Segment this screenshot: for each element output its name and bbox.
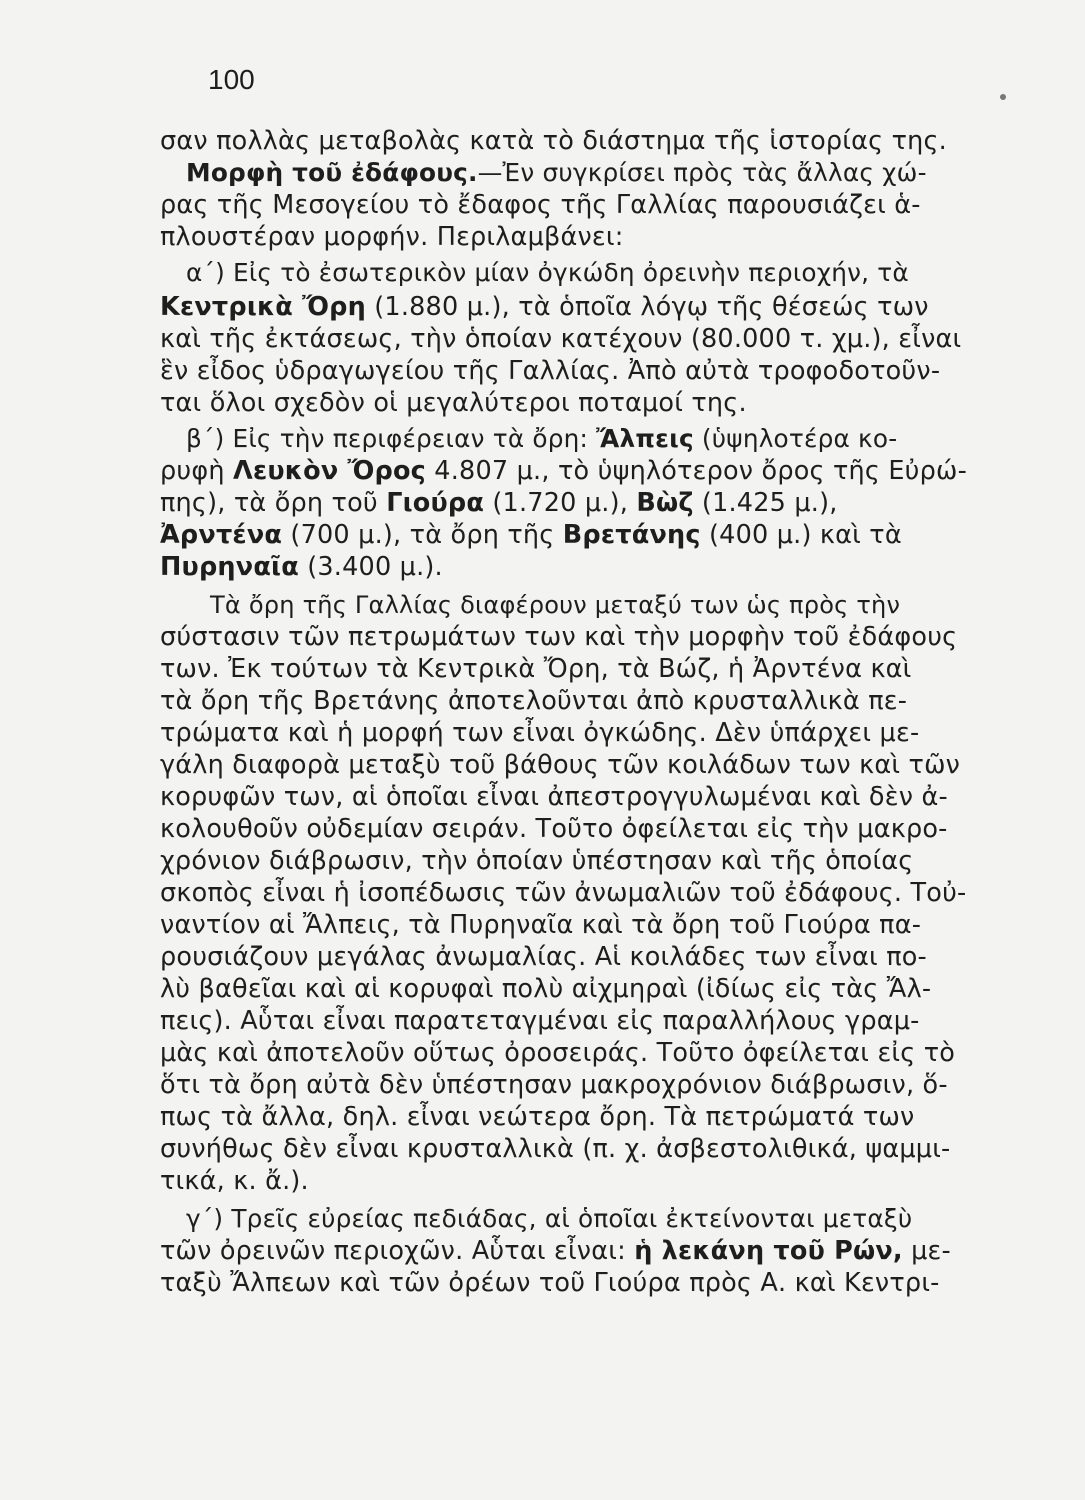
text-line (160, 1101, 1020, 1133)
text-line (160, 257, 1046, 289)
text-line (160, 845, 1020, 877)
text-run: (ὑψηλοτέρα κο- (693, 424, 898, 453)
text-line (160, 749, 1020, 781)
text-line (160, 125, 1020, 157)
text-line (160, 1203, 1046, 1235)
text-run: σαν πολλὰς μεταβολὰς κατὰ τὸ διάστημα τῆς ἱστορίας της. (160, 126, 947, 156)
text-run: —Ἐν συγκρίσει πρὸς τὰς ἄλλας χώ- (477, 158, 927, 187)
text-line (160, 1069, 1020, 1101)
text-run: των. Ἐκ τούτων τὰ Κεντρικὰ Ὄρη, τὰ Βώζ, ἡ Ἀρντένα καὶ (160, 654, 912, 684)
text-run: ται ὅλοι σχεδὸν οἱ μεγαλύτεροι ποταμοί της. (160, 388, 747, 418)
text-run: λὺ βαθεῖαι καὶ αἱ κορυφαὶ πολὺ αἰχμηραὶ (ἰδίως εἰς τὰς Ἄλ- (160, 974, 932, 1004)
text-line (160, 291, 1020, 323)
text-run: με- (902, 1236, 951, 1266)
text-run: πης), τὰ ὄρη τοῦ (160, 488, 387, 518)
text-line (160, 781, 1020, 813)
bold-term: Λευκὸν Ὄρος (233, 456, 426, 486)
text-line (160, 1165, 1020, 1197)
text-line (160, 653, 1020, 685)
text-run: τὰ ὄρη τῆς Βρετάνης ἀποτελοῦνται ἀπὸ κρυσταλλικὰ πε- (160, 686, 908, 716)
bold-term: Βὼζ (636, 488, 694, 518)
text-line (160, 1037, 1020, 1069)
text-line (160, 519, 1020, 551)
text-line (160, 813, 1020, 845)
text-run: μὰς καὶ ἀποτελοῦν οὕτως ὀροσειράς. Τοῦτο ὀφείλεται εἰς τὸ (160, 1038, 956, 1068)
text-run: πως τὰ ἄλλα, δηλ. εἶναι νεώτερα ὄρη. Τὰ πετρώματά των (160, 1102, 915, 1132)
bold-term: Κεντρικὰ Ὄρη (160, 292, 366, 322)
text-line (160, 717, 1020, 749)
text-line (160, 685, 1020, 717)
text-run: πλουστέραν μορφήν. Περιλαμβάνει: (160, 222, 624, 252)
text-run: καὶ τῆς ἐκτάσεως, τὴν ὁποίαν κατέχουν (80.000 τ. χμ.), εἶναι (160, 324, 962, 354)
text-run: Τὰ ὄρη τῆς Γαλλίας διαφέρουν μεταξύ των ὡς πρὸς τὴν (210, 591, 901, 619)
text-run: κορυφῶν των, αἱ ὁποῖαι εἶναι ἀπεστρογγυλωμέναι καὶ δὲν ἀ- (160, 782, 948, 812)
text-line (160, 973, 1020, 1005)
text-line (160, 323, 1020, 355)
text-run: (1.425 μ.), (693, 488, 838, 518)
ink-speck (1000, 94, 1006, 100)
text-line (160, 1005, 1020, 1037)
bold-term: Ἀρντένα (160, 520, 283, 550)
text-run: (400 μ.) καὶ τὰ (700, 520, 902, 550)
text-run: γάλη διαφορὰ μεταξὺ τοῦ βάθους τῶν κοιλάδων των καὶ τῶν (160, 750, 961, 780)
text-run: χρόνιον διάβρωσιν, τὴν ὁποίαν ὑπέστησαν καὶ τῆς ὁποίας (160, 846, 914, 876)
text-run: πεις). Αὗται εἶναι παρατεταγμέναι εἰς παραλλήλους γραμ- (160, 1006, 920, 1036)
text-line (160, 455, 1020, 487)
text-line (160, 589, 1070, 621)
text-run: (1.880 μ.), τὰ ὁποῖα λόγῳ τῆς θέσεώς των (365, 292, 929, 322)
text-line (160, 387, 1020, 419)
text-run: β΄) Εἰς τὴν περιφέρειαν τὰ ὄρη: (186, 424, 597, 453)
text-run: ρουσιάζουν μεγάλας ἀνωμαλίας. Αἱ κοιλάδες των εἶναι πο- (160, 942, 927, 972)
text-line (160, 1133, 1020, 1165)
text-line (160, 423, 1046, 455)
text-run: ναντίον αἱ Ἄλπεις, τὰ Πυρηναῖα καὶ τὰ ὄρη τοῦ Γιούρα πα- (160, 910, 922, 940)
text-run: 4.807 μ., τὸ ὑψηλότερον ὄρος τῆς Εὐρώ- (426, 456, 967, 486)
text-line (160, 1235, 1020, 1267)
text-run: σκοπὸς εἶναι ἡ ἰσοπέδωσις τῶν ἀνωμαλιῶν τοῦ ἐδάφους. Τοὐ- (160, 878, 967, 908)
bold-term: Γιούρα (386, 488, 485, 518)
text-run: ρυφὴ (160, 456, 234, 486)
text-run: ταξὺ Ἄλπεων καὶ τῶν ὀρέων τοῦ Γιούρα πρὸς Α. καὶ Κεντρι- (160, 1268, 940, 1298)
text-run: συνήθως δὲν εἶναι κρυσταλλικὰ (π. χ. ἀσβεστολιθικά, ψαμμι- (160, 1134, 951, 1164)
text-run: τικά, κ. ἄ.). (160, 1166, 309, 1196)
text-line (160, 221, 1020, 253)
text-run: ρας τῆς Μεσογείου τὸ ἔδαφος τῆς Γαλλίας παρουσιάζει ἁ- (160, 190, 921, 220)
text-line (160, 909, 1020, 941)
text-run: σύστασιν τῶν πετρωμάτων των καὶ τὴν μορφὴν τοῦ ἐδάφους (160, 622, 958, 652)
text-run: ἓν εἶδος ὑδραγωγείου τῆς Γαλλίας. Ἀπὸ αὐτὰ τροφοδοτοῦν- (160, 356, 941, 386)
text-run: (3.400 μ.). (298, 552, 443, 582)
text-line (160, 355, 1020, 387)
text-run: γ΄) Τρεῖς εὐρείας πεδιάδας, αἱ ὁποῖαι ἐκτείνονται μεταξὺ (186, 1204, 913, 1233)
text-line (160, 189, 1020, 221)
bold-term: Πυρηναῖα (160, 552, 299, 582)
text-line (160, 877, 1020, 909)
text-line (160, 941, 1020, 973)
bold-term: ἡ λεκάνη τοῦ Ρών, (634, 1236, 903, 1266)
text-run: ὅτι τὰ ὄρη αὐτὰ δὲν ὑπέστησαν μακροχρόνιον διάβρωσιν, ὅ- (160, 1070, 948, 1100)
text-line (160, 551, 1020, 583)
text-run: (1.720 μ.), (484, 488, 637, 518)
text-line (160, 487, 1020, 519)
text-line (160, 157, 1046, 189)
bold-term: Ἄλπεις (596, 424, 694, 453)
text-run: α΄) Εἰς τὸ ἐσωτερικὸν μίαν ὀγκώδη ὀρεινὴν περιοχήν, τὰ (186, 258, 909, 287)
text-line (160, 1267, 1020, 1299)
text-run: τῶν ὀρεινῶν περιοχῶν. Αὗται εἶναι: (160, 1236, 635, 1266)
text-line (160, 621, 1020, 653)
bold-term: Βρετάνης (562, 520, 701, 550)
text-run: κολουθοῦν οὐδεμίαν σειράν. Τοῦτο ὀφείλεται εἰς τὴν μακρο- (160, 814, 948, 844)
bold-term: Μορφὴ τοῦ ἐδάφους. (186, 158, 478, 187)
text-run: (700 μ.), τὰ ὄρη τῆς (282, 520, 563, 550)
page-number: 100 (208, 64, 255, 95)
text-run: τρώματα καὶ ἡ μορφή των εἶναι ὀγκώδης. Δὲν ὑπάρχει με- (160, 718, 920, 748)
